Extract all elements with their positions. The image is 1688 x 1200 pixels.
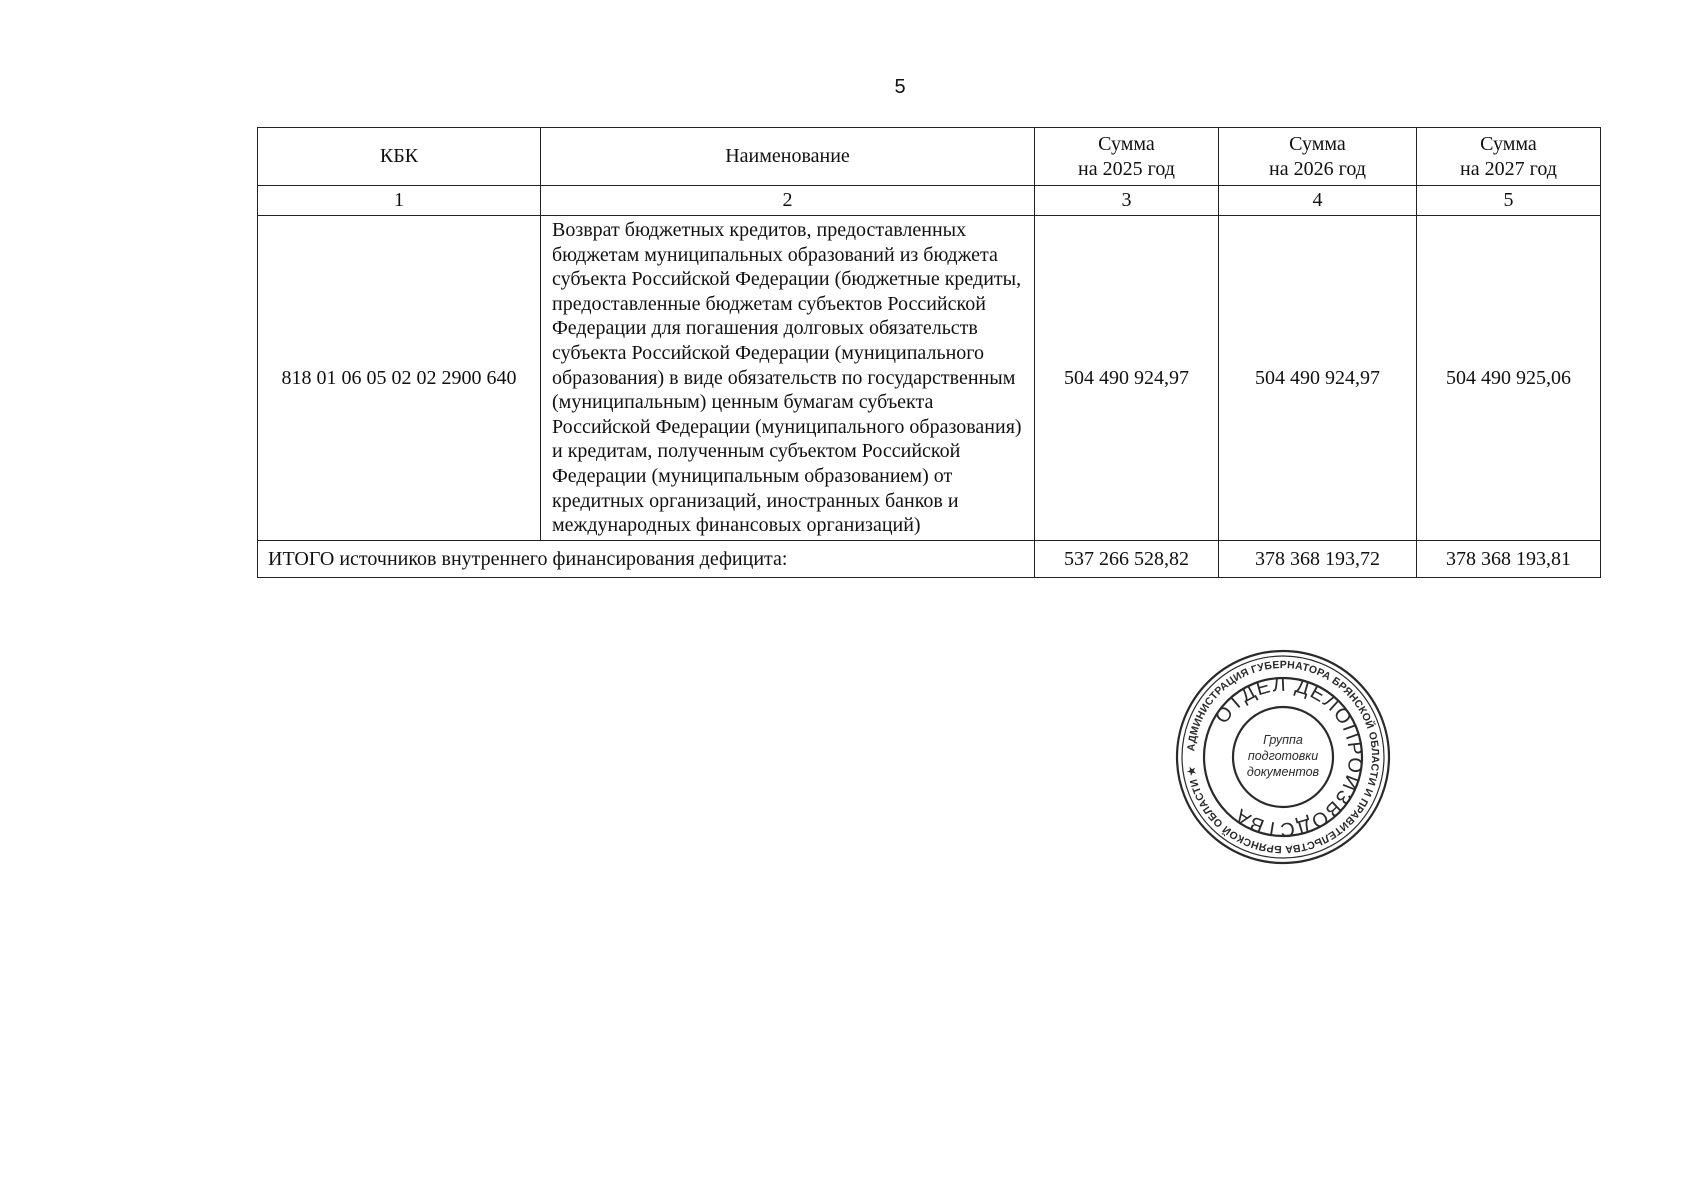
column-number: 1 xyxy=(258,186,541,216)
table-header-row xyxy=(258,128,1601,186)
page-number: 5 xyxy=(894,76,906,98)
column-number-row xyxy=(258,186,1601,216)
budget-table xyxy=(257,127,1601,578)
column-number: 2 xyxy=(541,186,1035,216)
kbk-cell: 818 01 06 05 02 02 2900 640 xyxy=(258,216,541,541)
total-row xyxy=(258,540,1601,577)
total-label: ИТОГО источников внутреннего финансирования дефицита: xyxy=(258,540,1035,577)
total-2025: 537 266 528,82 xyxy=(1035,540,1219,577)
table-row xyxy=(258,216,1601,541)
header-sum-2027: Сумма на 2027 год xyxy=(1417,128,1601,186)
column-number: 3 xyxy=(1035,186,1219,216)
total-2026: 378 368 193,72 xyxy=(1219,540,1417,577)
stamp-ring-text: ОТДЕЛ ДЕЛОПРОИЗВОДСТВА xyxy=(1210,673,1367,841)
official-stamp xyxy=(1173,647,1393,867)
amount-2027-cell: 504 490 925,06 xyxy=(1417,216,1601,541)
total-2027: 378 368 193,81 xyxy=(1417,540,1601,577)
header-sum-2026: Сумма на 2026 год xyxy=(1219,128,1417,186)
column-number: 4 xyxy=(1219,186,1417,216)
header-sum-2025: Сумма на 2025 год xyxy=(1035,128,1219,186)
amount-2026-cell: 504 490 924,97 xyxy=(1219,216,1417,541)
amount-2025-cell: 504 490 924,97 xyxy=(1035,216,1219,541)
header-name: Наименование xyxy=(541,128,1035,186)
stamp-center-line-3: документов xyxy=(1246,765,1320,779)
stamp-center-line-1: Группа xyxy=(1263,733,1303,747)
stamp-outer-text: АДМИНИСТРАЦИЯ ГУБЕРНАТОРА БРЯНСКОЙ ОБЛАСТИ И ПРАВИТЕЛЬСТВА БРЯНСКОЙ ОБЛАСТИ ★ xyxy=(1185,658,1382,856)
stamp-center-line-2: подготовки xyxy=(1247,749,1319,763)
header-kbk: КБК xyxy=(258,128,541,186)
column-number: 5 xyxy=(1417,186,1601,216)
name-cell: Возврат бюджетных кредитов, предоставленных бюджетам муниципальных образований из бюджета субъекта Российской Федерации (бюджетные кредиты, предоставленные бюджетам субъектов Российской Федерации для погашения долговых обязательств субъекта Российской Федерации (муниципального образования) в виде обязательств по государственным (муниципальным) ценным бумагам субъекта Российской Федерации (муниципального образования) и кредитам, полученным субъектом Российской Федерации (муниципальным образованием) от кредитных организаций, иностранных банков и международных финансовых организаций) xyxy=(541,216,1035,541)
